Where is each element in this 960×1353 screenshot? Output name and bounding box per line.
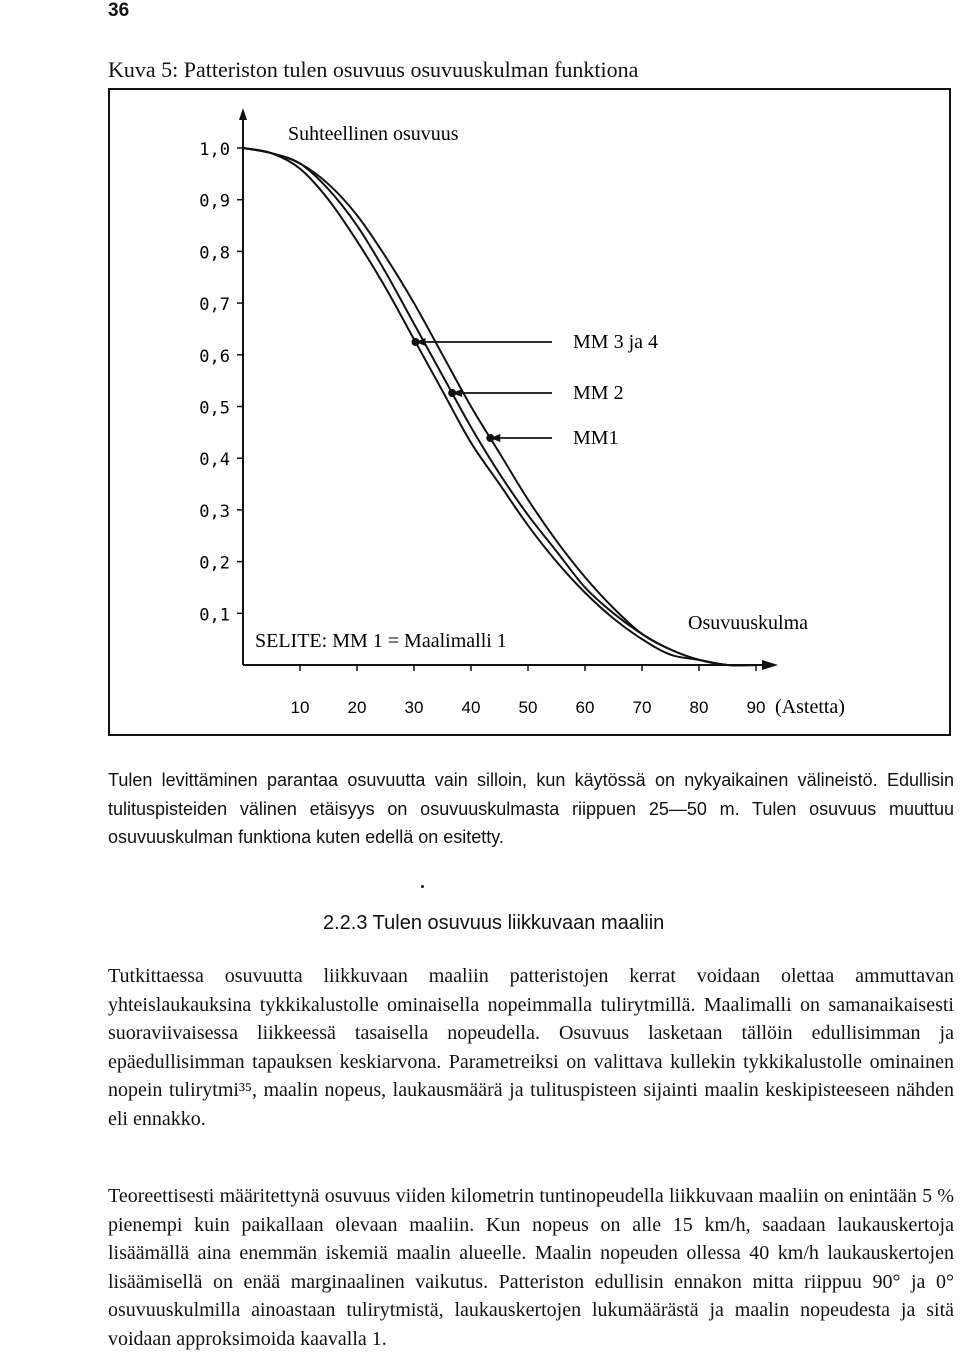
x-axis-unit: (Astetta) xyxy=(775,696,845,718)
x-tick-label: 40 xyxy=(461,698,481,717)
y-axis-arrow xyxy=(239,108,247,120)
y-tick-label: 0,4 xyxy=(199,450,230,471)
legend-note: SELITE: MM 1 = Maalimalli 1 xyxy=(255,630,507,652)
series-label: MM1 xyxy=(573,427,619,449)
paragraph-theoretical: Teoreettisesti määritettynä osuvuus viiden kilometrin tuntinopeudella liikkuvaan maaliin on enintään 5 % pienempi kuin paikallaan olevaan maaliin. Kun nopeus on alle 15 km/h, saadaan laukauskertoja lisäämällä aina enemmän iskemiä maalin alueelle. Maalin nopeuden ollessa 40 km/h laukauskertojen lisäämisellä on enää marginaalinen vaikutus. Patteriston edullisin ennakon mitta riippuu 90° ja 0° osuvuuskulmilla ainoastaan tulirytmistä, laukauskertojen lukumäärästä ja maalin nopeudesta ja sitä voidaan approksimoida kaavalla 1. xyxy=(108,1185,954,1350)
y-tick-label: 0,2 xyxy=(199,553,230,574)
x-axis-arrow xyxy=(762,660,778,670)
section-heading: 2.2.3 Tulen osuvuus liikkuvaan maaliin xyxy=(323,912,665,934)
y-tick-label: 0,7 xyxy=(199,295,230,316)
series-label: MM 2 xyxy=(573,382,624,404)
y-axis-title: Suhteellinen osuvuus xyxy=(288,123,459,145)
y-tick-label: 0,9 xyxy=(199,191,230,212)
y-tick-label: 0,1 xyxy=(199,605,230,626)
paragraph-intro: Tulen levittäminen parantaa osuvuutta vain silloin, kun käytössä on nykyaikainen välineistö. Edullisin tulituspisteiden välinen etäisyys on osuvuuskulmasta riippuen 25—50 m. Tulen osuvuus muuttuu osuvuuskulman funktiona kuten edellä on esitetty. xyxy=(108,770,954,847)
x-tick-label: 80 xyxy=(689,698,709,717)
page-number: 36 xyxy=(108,0,130,21)
x-tick-label: 90 xyxy=(746,698,766,717)
x-tick-label: 10 xyxy=(290,698,310,717)
x-tick-label: 30 xyxy=(404,698,424,717)
x-tick-label: 50 xyxy=(518,698,538,717)
y-tick-label: 0,6 xyxy=(199,346,230,367)
figure-frame xyxy=(108,88,951,736)
x-tick-label: 70 xyxy=(632,698,652,717)
series-line-1 xyxy=(243,148,756,665)
series-label: MM 3 ja 4 xyxy=(573,331,658,353)
paragraph-moving-target: Tutkittaessa osuvuutta liikkuvaan maaliin patteristojen kerrat voidaan olettaa ammuttavan yhteislaukauksina tykkikalustolle ominaisella nopeimmalla tulirytmillä. Maalimalli on samanaikaisesti suoraviivaisessa liikkeessä tasaisella nopeudella. Osuvuus lasketaan tällöin edullisimman ja epäedullisimman tapauksen keskiarvona. Parametreiksi on valittava kullekin tykkikalustolle ominainen nopein tulirytmi³⁵, maalin nopeus, laukausmäärä ja tulituspisteen sijainti maalin keskipisteeseen nähden eli ennakko. xyxy=(108,965,954,1130)
series-line-3 xyxy=(243,148,756,665)
series-line-2 xyxy=(243,148,756,665)
y-tick-label: 0,8 xyxy=(199,243,230,264)
y-tick-label: 0,5 xyxy=(199,398,230,419)
ink-dot xyxy=(421,885,424,888)
x-tick-label: 20 xyxy=(347,698,367,717)
y-tick-label: 0,3 xyxy=(199,501,230,522)
chart xyxy=(110,90,953,738)
y-tick-label: 1,0 xyxy=(199,140,230,160)
x-axis-title: Osuvuuskulma xyxy=(688,612,808,634)
x-tick-label: 60 xyxy=(575,698,595,717)
figure-caption: Kuva 5: Patteriston tulen osuvuus osuvuuskulman funktiona xyxy=(108,57,639,82)
